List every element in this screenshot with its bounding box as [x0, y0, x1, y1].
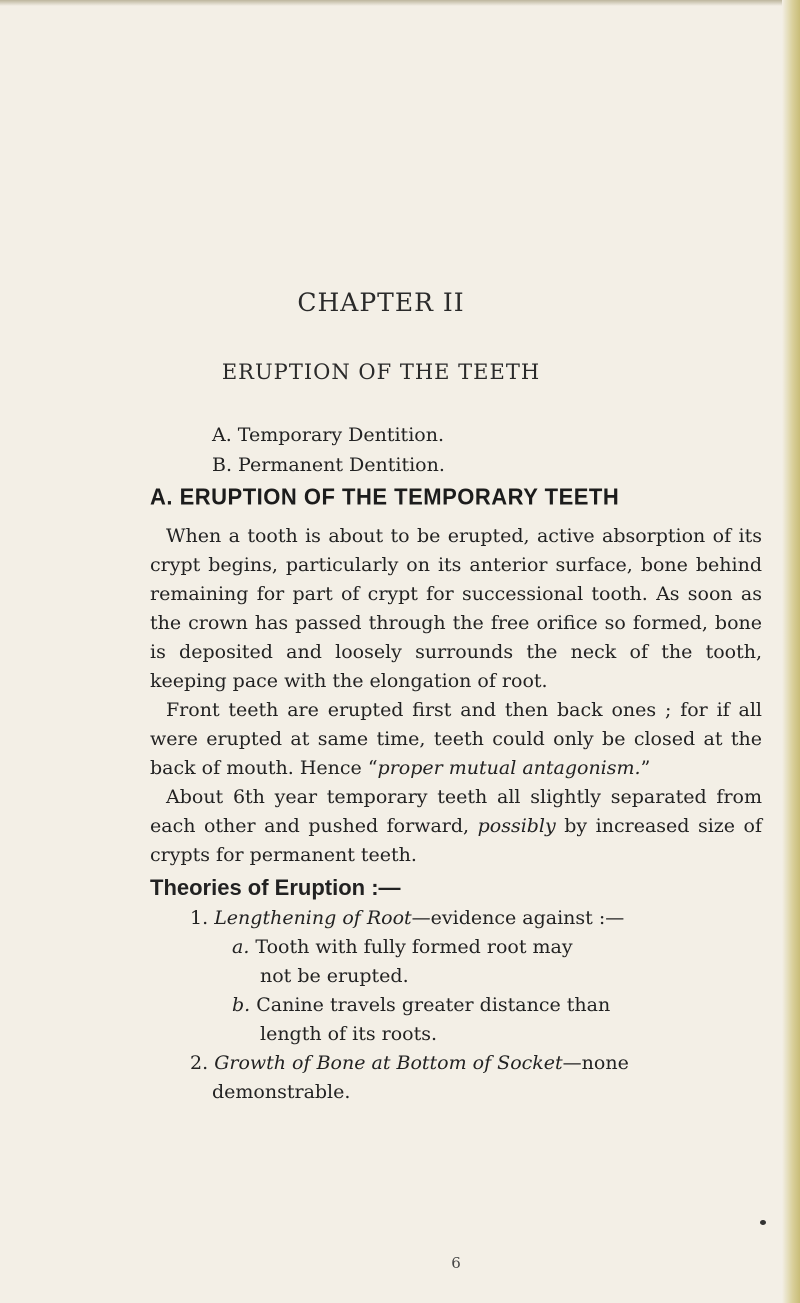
paragraph-3-start: About 6th year temporary teeth all slightly separated from each other and pushed forward,	[150, 786, 762, 837]
chapter-label: CHAPTER II	[297, 288, 465, 317]
theory-1b-letter: b.	[232, 994, 251, 1016]
theory-2-text: —none	[562, 1052, 629, 1074]
theories-heading: Theories of Eruption :—	[150, 875, 401, 900]
theory-2	[150, 1049, 762, 1078]
paragraph-3-italic: possibly	[477, 815, 556, 837]
theory-1-text: —evidence against :—	[411, 907, 625, 929]
page-right-edge	[782, 0, 800, 1303]
paragraph-1-text: When a tooth is about to be erupted, active absorption of its crypt begins, particularly on its anterior surface, bone behind remaining for part of crypt for successional tooth. As soon as the crown has passed through the free orifice so formed, bone is deposited and loosely surrounds the neck of the tooth, keeping pace with the elongation of root.	[150, 525, 762, 692]
theory-1	[150, 904, 762, 933]
body-text	[150, 522, 762, 1107]
theory-2-continued: demonstrable.	[212, 1081, 351, 1103]
page-number: 6	[451, 1254, 461, 1272]
theory-1a-continued: not be erupted.	[260, 965, 409, 987]
theory-1b	[150, 991, 762, 1020]
theory-1a	[150, 933, 762, 962]
theory-1b-text: Canine travels greater distance than	[256, 994, 611, 1016]
contents-item-b: B. Permanent Dentition.	[212, 454, 445, 476]
chapter-title: ERUPTION OF THE TEETH	[221, 360, 541, 384]
theory-1a-text: Tooth with fully formed root may	[255, 936, 573, 958]
ink-speck	[760, 1220, 766, 1225]
contents-list	[212, 420, 445, 480]
theory-1-number: 1.	[190, 907, 209, 929]
paragraph-1	[150, 522, 762, 696]
theory-1a-letter: a.	[232, 936, 250, 958]
theory-2-title: Growth of Bone at Bottom of Socket	[214, 1052, 563, 1074]
paragraph-3-end: by increased size of crypts for permanent teeth.	[150, 815, 763, 866]
theory-1b-continued: length of its roots.	[260, 1023, 438, 1045]
theory-2-number: 2.	[190, 1052, 209, 1074]
theory-1-title: Lengthening of Root	[214, 907, 412, 929]
contents-item-a: A. Temporary Dentition.	[212, 424, 444, 446]
page-top-edge	[0, 0, 800, 6]
paragraph-2-end: ”	[640, 757, 651, 779]
section-heading: A. ERUPTION OF THE TEMPORARY TEETH	[150, 483, 620, 510]
paragraph-3	[150, 783, 762, 870]
paragraph-2-italic: proper mutual antagonism.	[377, 757, 641, 779]
paragraph-2	[150, 696, 762, 783]
paragraph-2-start: Front teeth are erupted first and then back ones ; for if all were erupted at same time, teeth could only be closed at the back of mouth. Hence “	[150, 699, 762, 779]
